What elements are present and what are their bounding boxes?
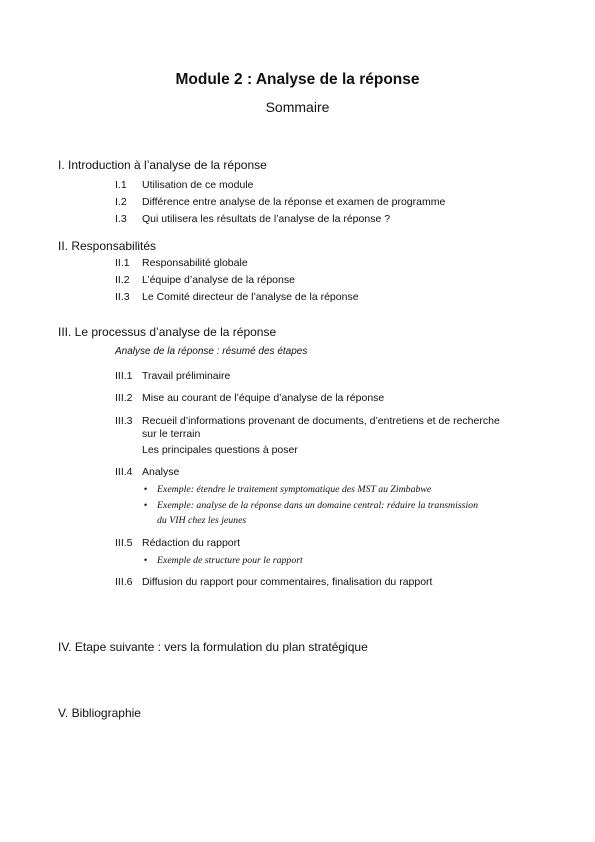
- section-intro-italic: Analyse de la réponse : résumé des étapes: [115, 346, 308, 357]
- toc-item-number: III.4: [115, 466, 133, 478]
- toc-item-text: L’équipe d’analyse de la réponse: [142, 274, 295, 286]
- bullet-item-text: Exemple: étendre le traitement symptomatique des MST au Zimbabwe: [157, 484, 432, 495]
- toc-item-text: Responsabilité globale: [142, 257, 248, 269]
- toc-item-text: Travail préliminaire: [142, 370, 231, 382]
- toc-item-text: Analyse: [142, 466, 180, 478]
- section-heading-responsabilites: II. Responsabilités: [58, 239, 157, 253]
- toc-item-text: Le Comité directeur de l’analyse de la réponse: [142, 291, 359, 303]
- bullet-item-text-continued: du VIH chez les jeunes: [157, 515, 247, 526]
- section-heading-bibliographie: V. Bibliographie: [58, 706, 141, 720]
- toc-item-number: I.2: [115, 196, 127, 208]
- toc-item-number: III.5: [115, 537, 133, 549]
- page-subtitle: Sommaire: [265, 99, 330, 115]
- toc-item-text: Mise au courant de l’équipe d’analyse de la réponse: [142, 392, 385, 404]
- toc-item-number: III.3: [115, 415, 133, 427]
- bullet-item-text: Exemple: analyse de la réponse dans un domaine central: réduire la transmission: [157, 500, 478, 511]
- toc-item-number: III.6: [115, 576, 133, 588]
- toc-item-number: I.3: [115, 213, 127, 225]
- toc-item-text: Qui utilisera les résultats de l’analyse de la réponse ?: [142, 213, 391, 225]
- section-heading-etape-suivante: IV. Etape suivante : vers la formulation du plan stratégique: [58, 640, 368, 654]
- toc-item-number: III.2: [115, 392, 133, 404]
- section-heading-introduction: I. Introduction à l’analyse de la réponse: [58, 158, 267, 172]
- toc-item-number: II.1: [115, 257, 130, 269]
- toc-item-text: Recueil d’informations provenant de documents, d’entretiens et de recherche: [142, 415, 500, 427]
- toc-item-number: II.2: [115, 274, 130, 286]
- toc-item-text: Utilisation de ce module: [142, 179, 254, 191]
- bullet-icon: •: [144, 500, 148, 510]
- toc-item-subtext: Les principales questions à poser: [142, 444, 298, 456]
- toc-item-number: I.1: [115, 179, 127, 191]
- toc-item-text: Différence entre analyse de la réponse et examen de programme: [142, 196, 446, 208]
- toc-item-number: III.1: [115, 370, 133, 382]
- toc-item-number: II.3: [115, 291, 130, 303]
- section-heading-processus: III. Le processus d’analyse de la réponse: [58, 325, 277, 339]
- bullet-item-text: Exemple de structure pour le rapport: [157, 555, 303, 566]
- bullet-icon: •: [144, 555, 148, 565]
- page-title: Module 2 : Analyse de la réponse: [175, 71, 420, 88]
- toc-item-text-continued: sur le terrain: [142, 428, 201, 440]
- bullet-icon: •: [144, 484, 148, 494]
- toc-item-text: Diffusion du rapport pour commentaires, finalisation du rapport: [142, 576, 433, 588]
- toc-item-text: Rédaction du rapport: [142, 537, 241, 549]
